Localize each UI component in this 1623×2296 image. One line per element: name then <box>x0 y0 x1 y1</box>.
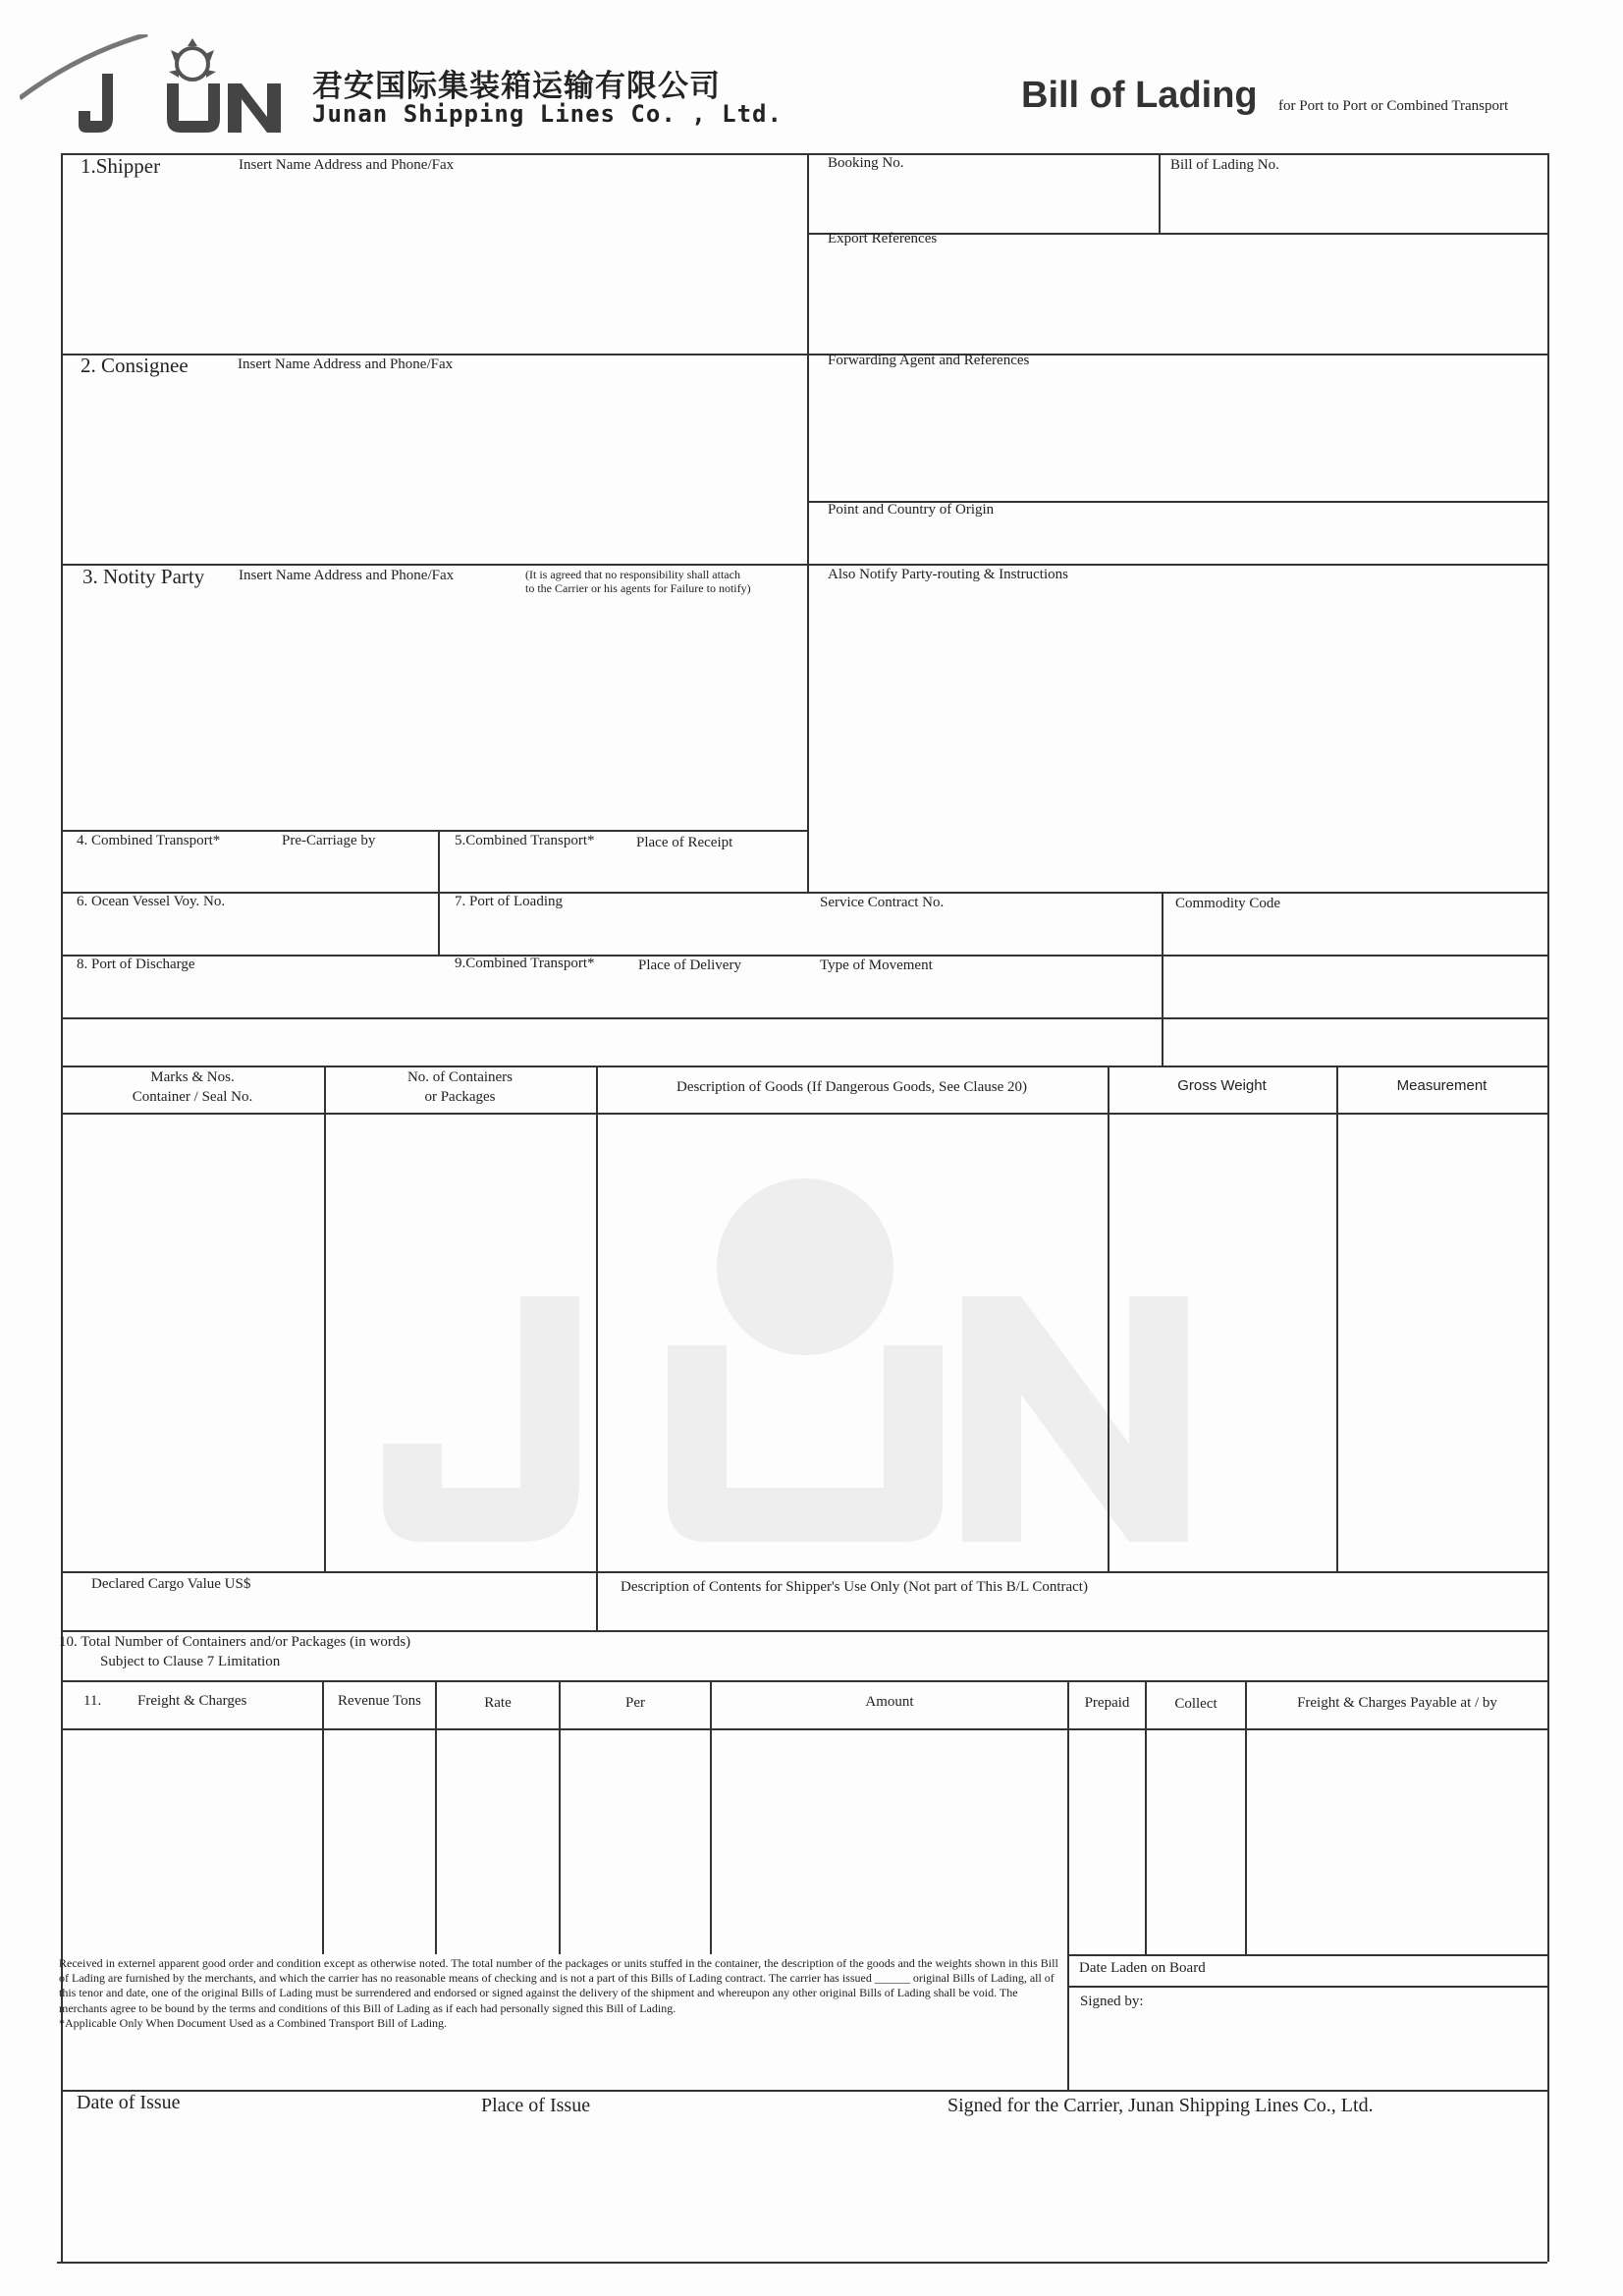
company-name-en: Junan Shipping Lines Co. , Ltd. <box>312 100 783 128</box>
payable-at-header: Freight & Charges Payable at / by <box>1297 1695 1497 1711</box>
freight-number: 11. <box>83 1693 102 1709</box>
forwarding-agent-label: Forwarding Agent and References <box>828 353 1030 368</box>
notify-party-label: 3. Notity Party <box>82 565 205 588</box>
document-title: Bill of Lading <box>1021 75 1258 116</box>
terms-text: Received in externel apparent good order and condition except as otherwise noted. The total number of the packages or units stuffed in the container, the description of the goods and the weights shown in this Bill of Lading are furnished by the merchants, and which the carrier has no reasonable means of checking and is not a part of this Bills of Lading contract. The carrier has issued ______ original Bills of Lading, all of this tenor and date, one of the original Bills of Lading must be surrendered and endorsed or signed against the delivery of the shipment and whereupon any other original Bills of Lading shall be void. The merchants agree to be bound by the terms and conditions of this Bill of Lading as if each had personally signed this Bill of Lading. <box>59 1956 1058 2015</box>
service-contract-label: Service Contract No. <box>820 895 945 910</box>
notify-note-line2: to the Carrier or his agents for Failure to notify) <box>525 581 751 595</box>
signed-by-label: Signed by: <box>1080 1994 1144 2009</box>
amount-header: Amount <box>865 1694 914 1710</box>
desc-contents-field[interactable] <box>600 1601 1543 1626</box>
type-movement-field[interactable] <box>811 980 1158 1013</box>
signed-by-field[interactable] <box>1071 2015 1543 2086</box>
measurement-cell[interactable] <box>1340 1117 1543 1567</box>
issue-signature-field[interactable] <box>65 2123 1543 2258</box>
declared-value-field[interactable] <box>65 1599 592 1626</box>
commodity-code-label: Commodity Code <box>1175 896 1281 911</box>
point-origin-field[interactable] <box>811 525 1543 560</box>
signed-carrier-label: Signed for the Carrier, Junan Shipping Lines Co., Ltd. <box>947 2095 1374 2116</box>
port-loading-label: 7. Port of Loading <box>455 894 563 909</box>
place-delivery-label: Place of Delivery <box>638 957 741 973</box>
marks-header-line2: Container / Seal No. <box>132 1089 253 1105</box>
logo-sun-icon <box>169 38 216 80</box>
gross-weight-header: Gross Weight <box>1177 1077 1267 1094</box>
combined-transport-9-label: 9.Combined Transport* <box>455 956 595 971</box>
containers-header-line1: No. of Containers <box>406 1069 514 1085</box>
logo-swoosh <box>20 34 147 98</box>
consignee-label: 2. Consignee <box>81 354 189 377</box>
marks-header-line1: Marks & Nos. <box>150 1069 235 1085</box>
booking-no-field[interactable] <box>811 179 1155 228</box>
terms-footnote: *Applicable Only When Document Used as a Combined Transport Bill of Lading. <box>59 2015 448 2030</box>
date-issue-label: Date of Issue <box>77 2092 181 2113</box>
commodity-code-field[interactable] <box>1165 918 1543 951</box>
notify-note-line1: (It is agreed that no responsibility shall attach <box>525 568 740 581</box>
per-header: Per <box>625 1695 645 1711</box>
prepaid-header: Prepaid <box>1084 1695 1130 1711</box>
description-header: Description of Goods (If Dangerous Goods, See Clause 20) <box>676 1079 1027 1095</box>
type-movement-label: Type of Movement <box>820 957 933 973</box>
notify-note <box>525 568 751 595</box>
document-subtitle: for Port to Port or Combined Transport <box>1278 98 1509 114</box>
declared-value-label: Declared Cargo Value US$ <box>91 1576 251 1592</box>
bl-no-label: Bill of Lading No. <box>1170 157 1279 173</box>
amount-cell[interactable] <box>714 1732 1065 1950</box>
revenue-tons-header: Revenue Tons <box>338 1693 421 1709</box>
port-discharge-field[interactable] <box>65 980 434 1013</box>
logo-n <box>228 83 281 133</box>
port-discharge-label: 8. Port of Discharge <box>77 957 195 972</box>
also-notify-label: Also Notify Party-routing & Instructions <box>828 567 1068 582</box>
gross-weight-cell[interactable] <box>1111 1117 1332 1567</box>
export-refs-label: Export References <box>828 231 938 246</box>
containers-cell[interactable] <box>328 1117 592 1567</box>
collect-header: Collect <box>1174 1696 1217 1712</box>
booking-no-label: Booking No. <box>828 155 904 171</box>
notify-party-field[interactable] <box>65 601 801 822</box>
logo-u <box>167 83 220 133</box>
place-receipt-label: Place of Receipt <box>636 835 733 850</box>
notify-party-hint: Insert Name Address and Phone/Fax <box>239 568 455 583</box>
containers-header <box>326 1067 594 1107</box>
terms-block <box>59 1956 1060 2031</box>
rate-header: Rate <box>484 1695 512 1711</box>
combined-transport-5-label: 5.Combined Transport* <box>455 833 595 848</box>
place-delivery-field[interactable] <box>442 980 803 1013</box>
consignee-hint: Insert Name Address and Phone/Fax <box>238 356 454 372</box>
date-laden-label: Date Laden on Board <box>1079 1960 1206 1976</box>
prepaid-cell[interactable] <box>1071 1732 1143 1950</box>
per-cell[interactable] <box>563 1732 708 1950</box>
total-packages-line2: Subject to Clause 7 Limitation <box>100 1654 281 1669</box>
shipper-field[interactable] <box>65 187 801 349</box>
description-cell[interactable] <box>600 1117 1104 1567</box>
measurement-header: Measurement <box>1396 1077 1488 1094</box>
payable-at-cell[interactable] <box>1249 1732 1545 1950</box>
also-notify-field[interactable] <box>811 592 1543 887</box>
port-loading-field[interactable] <box>442 917 803 951</box>
place-receipt-field[interactable] <box>442 856 803 888</box>
consignee-field[interactable] <box>65 385 801 557</box>
marks-cell[interactable] <box>65 1117 320 1567</box>
bl-no-field[interactable] <box>1163 179 1543 228</box>
point-origin-label: Point and Country of Origin <box>828 502 995 518</box>
rate-cell[interactable] <box>439 1732 557 1950</box>
logo-j <box>79 74 113 133</box>
revenue-tons-cell[interactable] <box>326 1732 433 1950</box>
company-name-cn: 君安国际集装箱运输有限公司 <box>312 69 721 104</box>
collect-cell[interactable] <box>1149 1732 1243 1950</box>
shipper-hint: Insert Name Address and Phone/Fax <box>239 157 455 173</box>
total-packages-label <box>59 1632 410 1671</box>
freight-charges-cell[interactable] <box>65 1732 320 1950</box>
marks-header <box>63 1067 322 1107</box>
combined-transport-4-label: 4. Combined Transport* <box>77 833 221 848</box>
forwarding-agent-field[interactable] <box>811 377 1543 495</box>
company-logo <box>20 34 285 147</box>
desc-contents-label: Description of Contents for Shipper's Use Only (Not part of This B/L Contract) <box>621 1579 1088 1595</box>
ocean-vessel-label: 6. Ocean Vessel Voy. No. <box>77 894 226 909</box>
place-issue-label: Place of Issue <box>481 2095 591 2116</box>
freight-charges-header: Freight & Charges <box>137 1693 247 1709</box>
ocean-vessel-field[interactable] <box>65 917 434 951</box>
service-contract-field[interactable] <box>811 918 1158 951</box>
shipper-label: 1.Shipper <box>81 154 161 178</box>
export-refs-field[interactable] <box>811 255 1543 349</box>
containers-header-line2: or Packages <box>424 1089 496 1105</box>
pre-carriage-label: Pre-Carriage by <box>282 833 376 848</box>
total-packages-line1: 10. Total Number of Containers and/or Packages (in words) <box>59 1634 411 1650</box>
